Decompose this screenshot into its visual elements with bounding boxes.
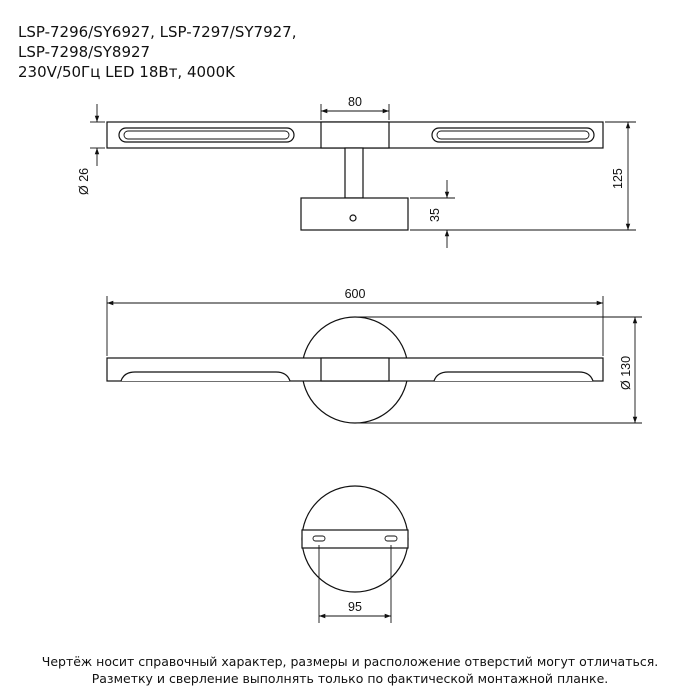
footer-line-2: Разметку и сверление выполнять только по фактической монтажной планке. xyxy=(91,671,609,686)
model-numbers-line-2: LSP-7298/SY8927 xyxy=(18,43,151,61)
side-view xyxy=(107,122,603,230)
dimension-hole-spacing: 95 xyxy=(348,600,362,614)
led-window-right-top xyxy=(434,372,593,381)
dimension-base-diameter: Ø 130 xyxy=(619,355,633,390)
dimension-bracket-width: 80 xyxy=(348,95,362,109)
support-arm xyxy=(345,148,363,198)
led-window-left-inner xyxy=(124,131,289,139)
led-window-right-inner xyxy=(437,131,589,139)
top-view xyxy=(107,317,603,423)
footer-note xyxy=(0,653,700,687)
led-window-left-top xyxy=(121,372,290,381)
center-bracket xyxy=(321,122,389,148)
mounting-plate-view xyxy=(302,486,408,592)
footer-line-1: Чертёж носит справочный характер, размеры и расположение отверстий могут отличаться. xyxy=(41,654,659,669)
model-numbers-line-1: LSP-7296/SY6927, LSP-7297/SY7927, xyxy=(18,23,297,41)
mount-slot-left xyxy=(313,536,325,541)
base-screw xyxy=(350,215,356,221)
mount-slot-right xyxy=(385,536,397,541)
dimension-total-height: 125 xyxy=(611,168,625,189)
dimension-total-length: 600 xyxy=(344,287,366,301)
center-bracket-top xyxy=(321,358,389,381)
dimension-base-depth: 35 xyxy=(428,208,442,222)
wall-base xyxy=(301,198,408,230)
dimension-tube-diameter: Ø 26 xyxy=(77,167,91,195)
specs-line: 230V/50Гц LED 18Вт, 4000K xyxy=(18,63,235,81)
